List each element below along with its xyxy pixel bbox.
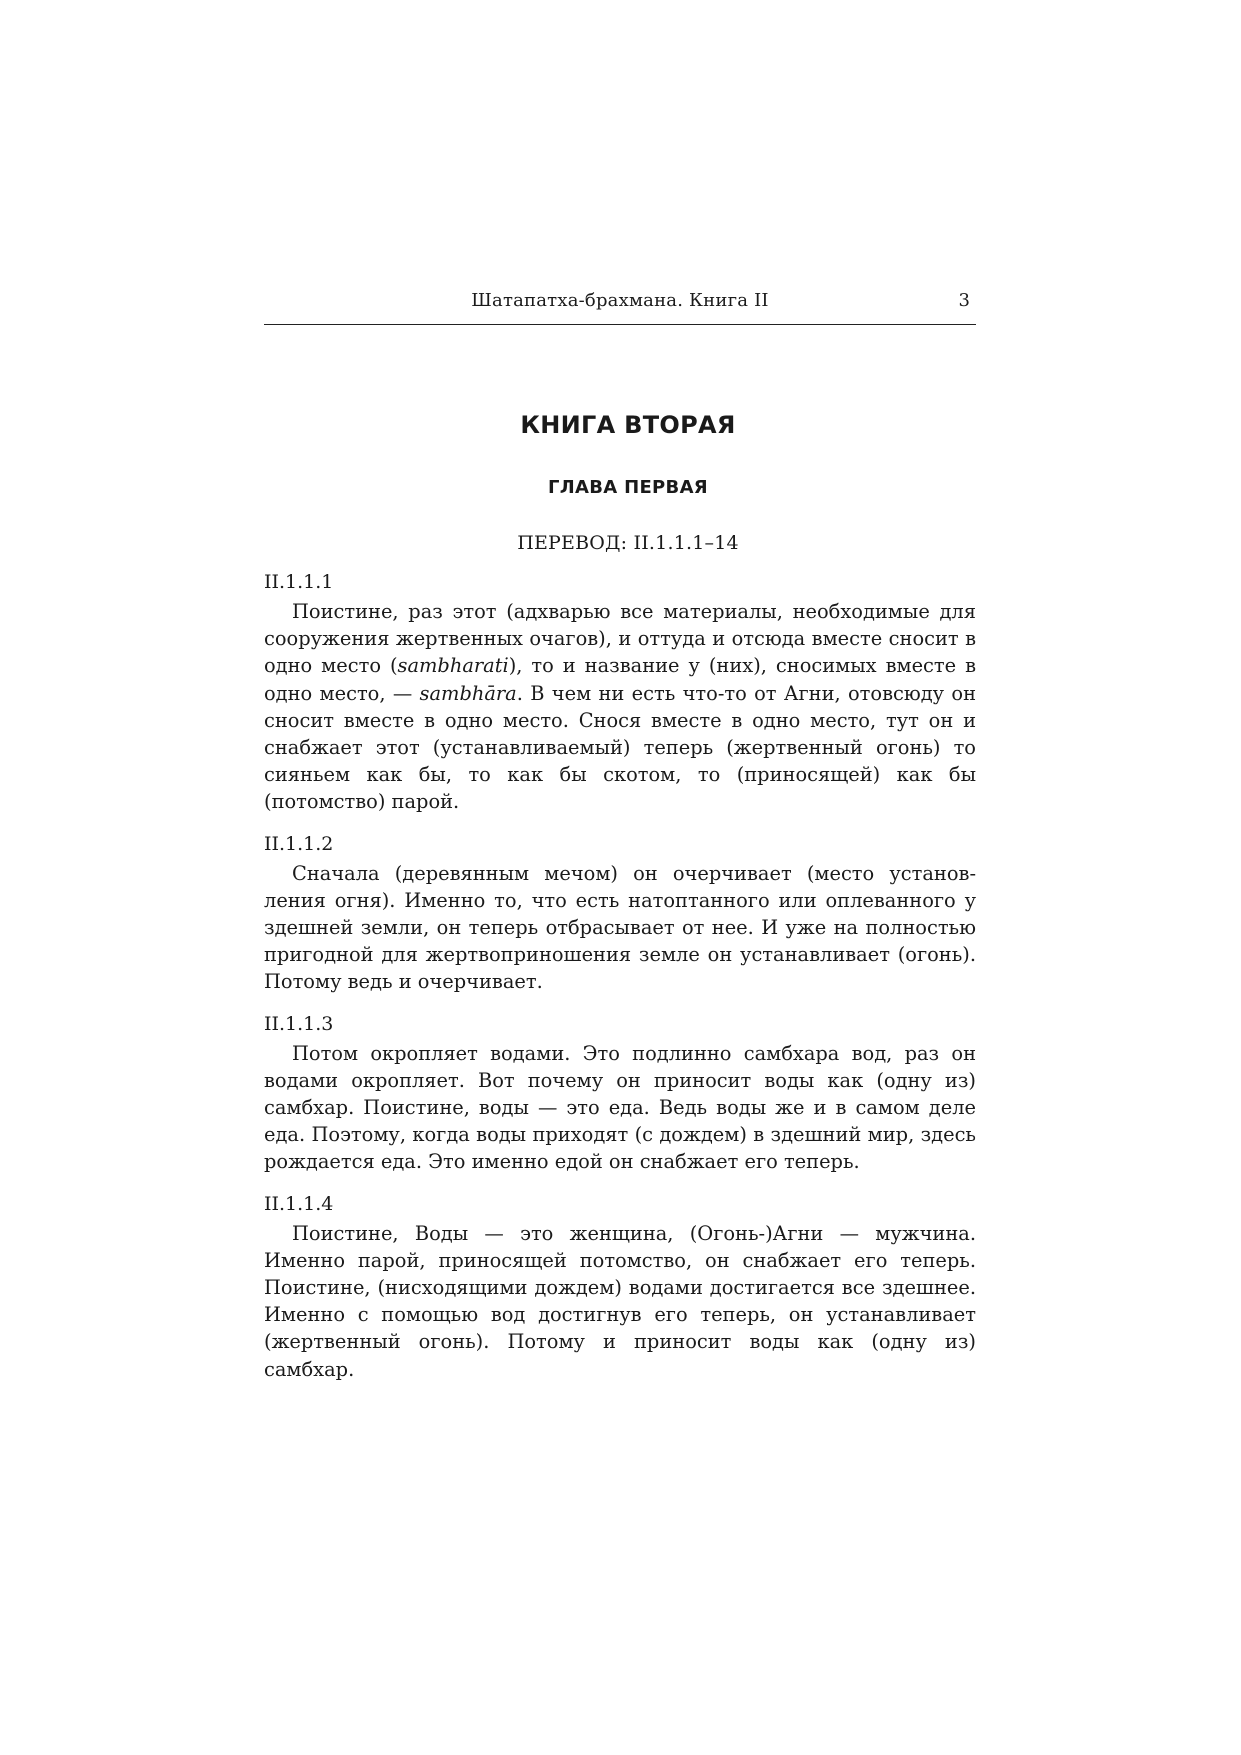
verse-text: Поистине, Воды — это женщина, (Огонь-)Агни — мужчина. Именно парой, приносящей потомство, он снабжает его теперь. Поистине, (нисходящими дождем) водами достигается все здешнее. Именно с помощью вод достигнув его теперь, он устанавливает (жертвенный огонь). Потому и приносит воды как (одну из) самбхар. [264, 1221, 976, 1381]
verse-text: Сначала (деревянным мечом) он очерчивает (место установления огня). Именно то, что есть натоптанного или оплеванного у здешней земли, он теперь отбрасывает от нее. И уже на полностью пригодной для жертвоприношения земле он устанавливает (огонь). Потому ведь и очерчивает. [264, 861, 976, 994]
running-title: Шатапатха-брахмана. Книга II [471, 290, 769, 311]
verse-text-part: Поистине, раз этот (адхварью все материалы, необходимые для сооружения жертвенных очагов), и оттуда и отсюда вместе сносит в одно место ( [264, 600, 976, 678]
sanskrit-term-sambharati: sambharati [397, 654, 509, 678]
book-title: КНИГА ВТОРАЯ [520, 411, 736, 439]
running-header [264, 288, 976, 325]
verse-1 [264, 569, 976, 816]
verse-number: II.1.1.3 [264, 1012, 334, 1035]
book-page [264, 288, 976, 1383]
translation-label: ПЕРЕВОД: II.1.1.1–14 [517, 532, 739, 554]
verse-text-part: ), то и название у (них), сносимых вместе в одно место, — [264, 654, 976, 705]
verse-4 [264, 1191, 976, 1383]
chapter-title: ГЛАВА ПЕРВАЯ [548, 477, 708, 498]
verse-number: II.1.1.2 [264, 832, 334, 855]
verse-text-part: . В чем ни есть что-то от Агни, отовсюду он сносит вместе в одно место. Снося вместе в одно место, тут он и снабжает этот (устанавливаемый) теперь (жертвенный огонь) то сияньем как бы, то как бы скотом, то (приносящей) как бы (потомство) парой. [264, 681, 976, 814]
page-number: 3 [958, 290, 970, 311]
verse-number: II.1.1.4 [264, 1192, 334, 1215]
sanskrit-term-sambhara: sambhāra [419, 681, 517, 705]
verse-2 [264, 831, 976, 996]
verse-3 [264, 1011, 976, 1176]
verse-number: II.1.1.1 [264, 571, 334, 593]
verse-text: Потом окропляет водами. Это подлинно самбхара вод, раз он водами окропляет. Вот почему он приносит воды как (одну из) самбхар. Поистине, воды — это еда. Ведь воды же и в самом деле еда. Поэтому, когда воды приходят (с дождем) в здешний мир, здесь рождается еда. Это именно едой он снабжает его теперь. [264, 1041, 976, 1174]
verse-text [264, 598, 976, 816]
